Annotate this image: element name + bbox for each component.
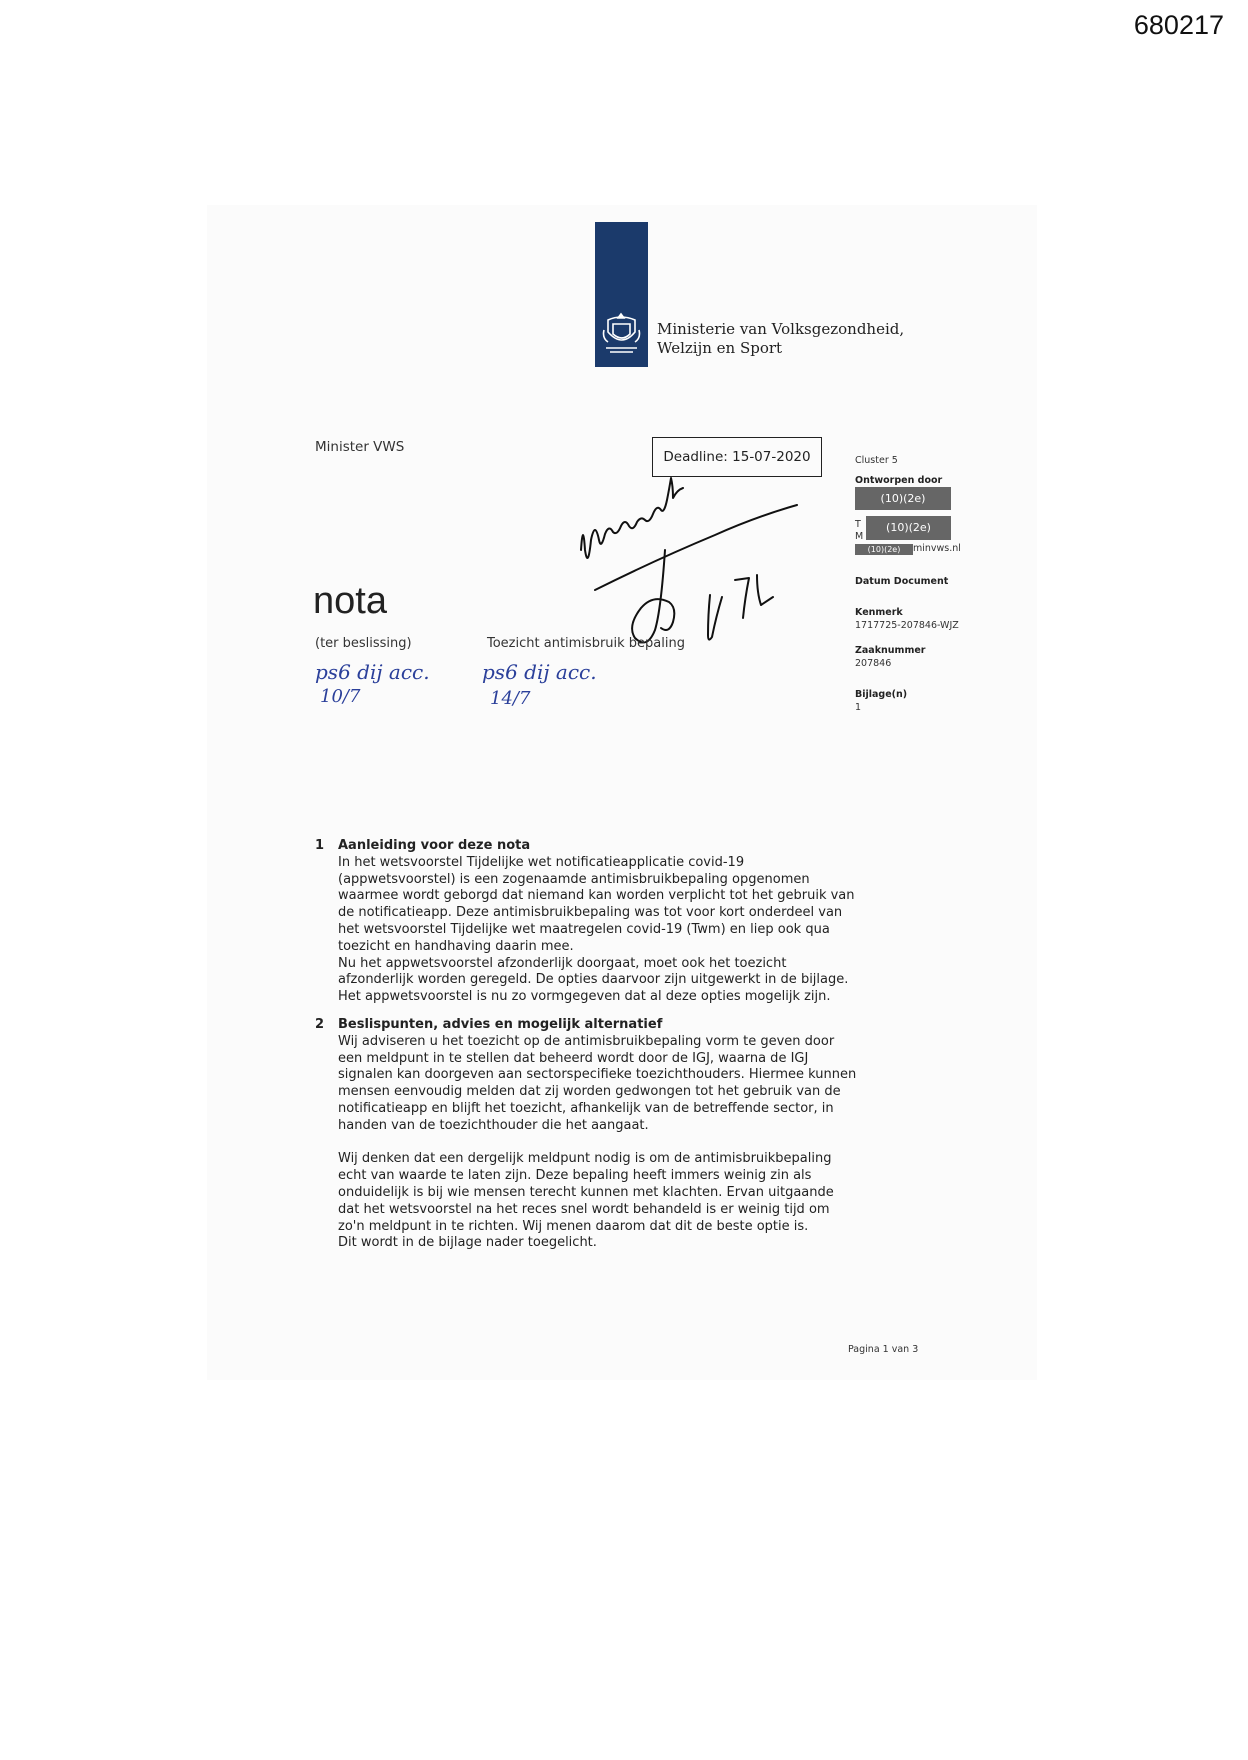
ministry-name bbox=[657, 320, 917, 358]
section-body bbox=[338, 1033, 857, 1252]
body-line: Dit wordt in de bijlage nader toegelicht. bbox=[338, 1235, 597, 1251]
body-line: mensen eenvoudig melden dat zij worden gedwongen tot het gebruik van de bbox=[338, 1084, 841, 1100]
cluster-label: Cluster 5 bbox=[855, 455, 898, 466]
section-number: 2 bbox=[315, 1017, 325, 1032]
document-title: nota bbox=[313, 580, 387, 622]
body-line: de notificatieapp. Deze antimisbruikbepaling was tot voor kort onderdeel van bbox=[338, 905, 843, 921]
section-beslispunten bbox=[315, 1017, 857, 1252]
dutch-royal-crest-icon bbox=[600, 310, 643, 355]
addressee: Minister VWS bbox=[315, 439, 405, 455]
mobile-label: M bbox=[855, 531, 864, 542]
body-line: In het wetsvoorstel Tijdelijke wet notificatieapplicatie covid-19 bbox=[338, 854, 745, 870]
kenmerk-value: 1717725-207846-WJZ bbox=[855, 620, 959, 631]
handwritten-date: 14/7 bbox=[490, 688, 531, 709]
section-heading: Aanleiding voor deze nota bbox=[338, 838, 531, 853]
handwritten-note: ps6 dij acc. bbox=[482, 660, 597, 684]
body-line: waarmee wordt geborgd dat niemand kan worden verplicht tot het gebruik van bbox=[338, 888, 855, 904]
document-subject: Toezicht antimisbruik bepaling bbox=[487, 636, 685, 651]
zaaknummer-value: 207846 bbox=[855, 658, 892, 669]
kenmerk-label: Kenmerk bbox=[855, 607, 903, 618]
handwritten-note: ps6 dij acc. bbox=[315, 660, 430, 684]
phone-label: T bbox=[855, 519, 861, 530]
body-line: een meldpunt in te stellen dat beheerd wordt door de IGJ, waarna de IGJ bbox=[338, 1050, 809, 1066]
paragraph-gap bbox=[338, 1135, 845, 1152]
ontworpen-door-label: Ontworpen door bbox=[855, 475, 943, 486]
document-id: 680217 bbox=[1133, 10, 1224, 40]
body-line: Het appwetsvoorstel is nu zo vormgegeven dat al deze opties mogelijk zijn. bbox=[338, 989, 831, 1005]
body-line: dat het wetsvoorstel na het reces snel wordt behandeld is er weinig tijd om bbox=[338, 1201, 830, 1217]
section-body bbox=[338, 854, 855, 1006]
zaaknummer-label: Zaaknummer bbox=[855, 645, 926, 656]
body-line: notificatieapp en blijft het toezicht, afhankelijk van de betreffende sector, in bbox=[338, 1100, 834, 1116]
body-line: Nu het appwetsvoorstel afzonderlijk doorgaat, moet ook het toezicht bbox=[338, 955, 787, 971]
ministry-name-line: Ministerie van Volksgezondheid, bbox=[657, 320, 905, 338]
section-heading: Beslispunten, advies en mogelijk alternatief bbox=[338, 1017, 663, 1032]
body-line: toezicht en handhaving daarin mee. bbox=[338, 938, 574, 954]
body-line: afzonderlijk worden geregeld. De opties daarvoor zijn uitgewerkt in de bijlage. bbox=[338, 972, 849, 988]
body-line: het wetsvoorstel Tijdelijke wet maatregelen covid-19 (Twm) en liep ook qua bbox=[338, 921, 830, 937]
body-line: echt van waarde te laten zijn. Deze bepaling heeft immers weinig zin als bbox=[338, 1168, 812, 1184]
body-line: signalen kan doorgeven aan sectorspecifieke toezichthouders. Hiermee kunnen bbox=[338, 1067, 857, 1083]
ministry-name-line: Welzijn en Sport bbox=[657, 339, 783, 357]
body-line: zo'n meldpunt in te richten. Wij menen daarom dat dit de beste optie is. bbox=[338, 1218, 809, 1234]
section-aanleiding bbox=[315, 838, 855, 1006]
handwritten-date: 10/7 bbox=[320, 686, 361, 707]
page-indicator: Pagina 1 van 3 bbox=[848, 1344, 919, 1355]
body-line: Wij denken dat een dergelijk meldpunt nodig is om de antimisbruikbepaling bbox=[338, 1151, 832, 1167]
deadline-box: Deadline: 15-07-2020 bbox=[652, 437, 822, 477]
email-suffix: minvws.nl bbox=[913, 543, 961, 554]
bijlage-value: 1 bbox=[855, 702, 862, 713]
body-line: onduidelijk is bij wie mensen terecht kunnen met klachten. Ervan uitgaande bbox=[338, 1184, 834, 1200]
body-line: handen van de toezichthouder die het aangaat. bbox=[338, 1117, 649, 1133]
document-type: (ter beslissing) bbox=[315, 636, 412, 651]
datum-document-label: Datum Document bbox=[855, 576, 949, 587]
body-line: (appwetsvoorstel) is een zogenaamde antimisbruikbepaling opgenomen bbox=[338, 871, 810, 887]
redaction-block: (10)(2e) bbox=[855, 544, 913, 555]
redaction-block: (10)(2e) bbox=[866, 516, 951, 540]
section-number: 1 bbox=[315, 838, 325, 853]
body-line: Wij adviseren u het toezicht op de antimisbruikbepaling vorm te geven door bbox=[338, 1033, 835, 1049]
bijlage-label: Bijlage(n) bbox=[855, 689, 908, 700]
redaction-block: (10)(2e) bbox=[855, 487, 951, 510]
